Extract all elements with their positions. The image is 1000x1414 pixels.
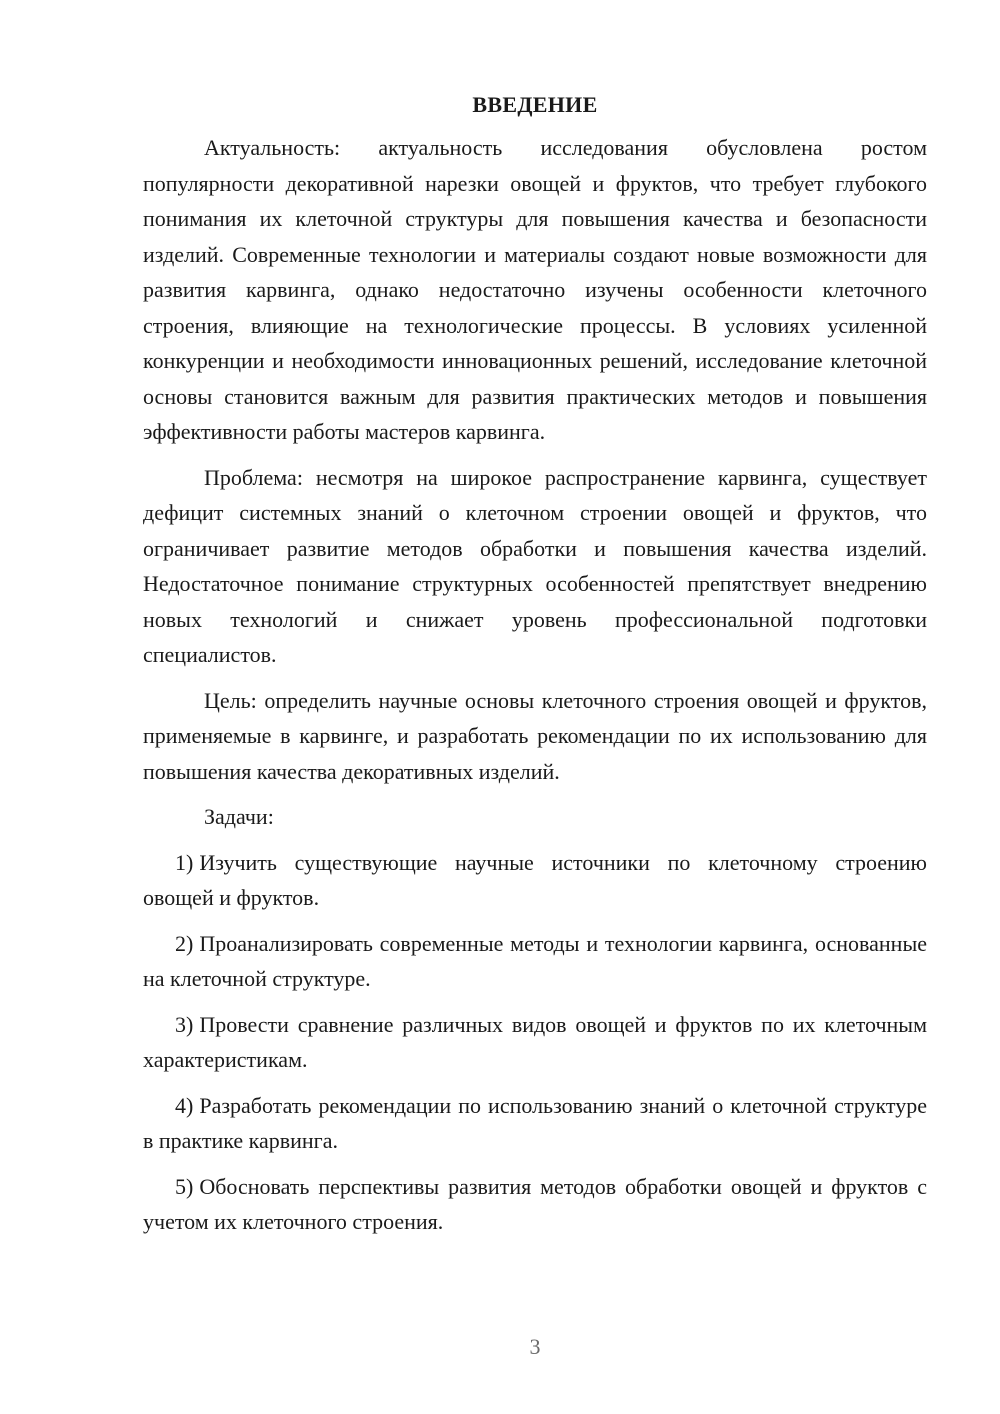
task-number: 1) xyxy=(175,849,194,875)
task-item xyxy=(143,1169,927,1240)
relevance-paragraph: Актуальность: актуальность исследования обусловлена ростом популярности декоративной нарезки овощей и фруктов, что требует глубокого понимания их клеточной структуры для повышения качества и безопасности изделий. Современные технологии и материалы создают новые возможности для развития карвинга, однако недостаточно изучены особенности клеточного строения, влияющие на технологические процессы. В условиях усиленной конкуренции и необходимости инновационных решений, исследование клеточной основы становится важным для развития практических методов и повышения эффективности работы мастеров карвинга. xyxy=(143,135,927,444)
task-item xyxy=(143,926,927,997)
task-number: 2) xyxy=(175,930,194,956)
task-text: Проанализировать современные методы и технологии карвинга, основанные на клеточной структуре. xyxy=(143,930,927,991)
task-number: 5) xyxy=(175,1173,194,1199)
task-item xyxy=(143,1088,927,1159)
task-text: Разработать рекомендации по использованию знаний о клеточной структуре в практике карвинга. xyxy=(143,1092,927,1153)
goal-paragraph: Цель: определить научные основы клеточного строения овощей и фруктов, применяемые в карвинге, и разработать рекомендации по их использованию для повышения качества декоративных изделий. xyxy=(143,687,927,784)
section-title: ВВЕДЕНИЕ xyxy=(472,92,598,117)
task-text: Обосновать перспективы развития методов обработки овощей и фруктов с учетом их клеточного строения. xyxy=(143,1173,927,1234)
task-item xyxy=(143,1007,927,1078)
page-content xyxy=(143,90,927,1250)
task-text: Изучить существующие научные источники по клеточному строению овощей и фруктов. xyxy=(143,849,927,910)
tasks-heading: Задачи: xyxy=(204,804,274,829)
task-item xyxy=(143,845,927,916)
task-text: Провести сравнение различных видов овощей и фруктов по их клеточным характеристикам. xyxy=(143,1011,927,1072)
problem-paragraph: Проблема: несмотря на широкое распространение карвинга, существует дефицит системных знаний о клеточном строении овощей и фруктов, что ограничивает развитие методов обработки и повышения качества изделий. Недостаточное понимание структурных особенностей препятствует внедрению новых технологий и снижает уровень профессиональной подготовки специалистов. xyxy=(143,464,927,667)
page-number: 3 xyxy=(529,1334,541,1359)
task-number: 3) xyxy=(175,1011,194,1037)
task-number: 4) xyxy=(175,1092,194,1118)
